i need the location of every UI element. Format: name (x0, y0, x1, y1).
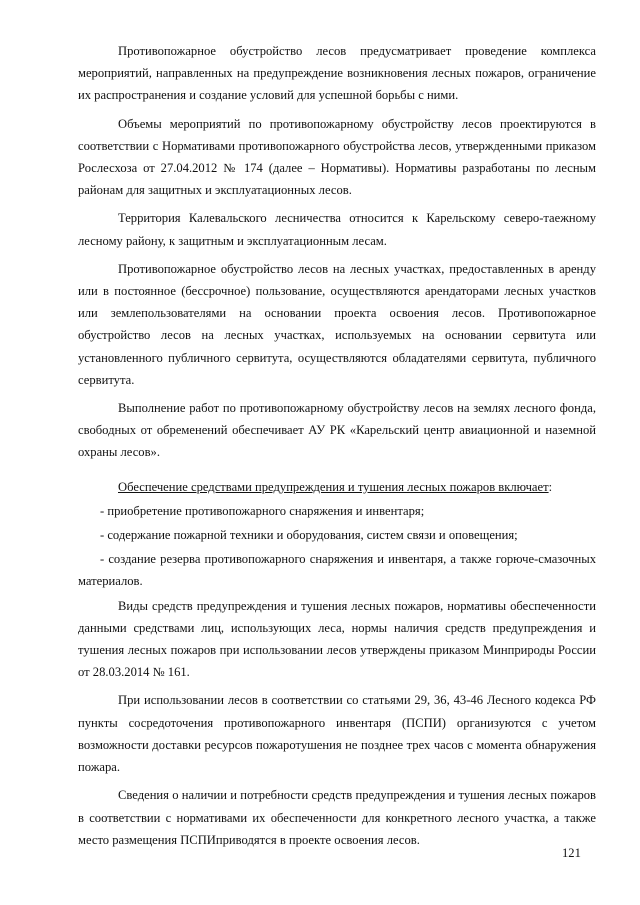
list-item: - содержание пожарной техники и оборудования, систем связи и оповещения; (100, 528, 518, 543)
paragraph-territory: Территория Калевальского лесничества относится к Карельскому северо-таежному лесному району, к защитным и эксплуатационным лесам. (78, 211, 596, 248)
list-item: - приобретение противопожарного снаряжения и инвентаря; (100, 503, 425, 518)
document-body (78, 40, 596, 857)
page-number: 121 (562, 846, 581, 860)
section-heading-underlined: Обеспечение средствами предупреждения и тушения лесных пожаров включает (118, 479, 549, 494)
paragraph-fire-prevention-intro: Противопожарное обустройство лесов предусматривает проведение комплекса мероприятий, направленных на предупреждение возникновения лесных пожаров, ограничение их распространения и создание условий для успешной борьбы с ними. (78, 44, 596, 103)
list-item: - создание резерва противопожарного снаряжения и инвентаря, а также горюче-смазочных материалов. (78, 552, 596, 589)
paragraph-info: Сведения о наличии и потребности средств предупреждения и тушения лесных пожаров в соответствии с нормативами их обеспеченности для конкретного лесного участка, а также место размещения ПСПИприводятся в проекте освоения лесов. (78, 788, 596, 847)
paragraph-norms: Объемы мероприятий по противопожарному обустройству лесов проектируются в соответствии с Нормативами противопожарного обустройства лесов, утвержденными приказом Рослесхоза от 27.04.2012 № 174 (далее – Нормативы). Нормативы разработаны по лесным районам для защитных и эксплуатационных лесов. (78, 116, 596, 198)
section-heading-colon: : (548, 479, 553, 494)
paragraph-lessees: Противопожарное обустройство лесов на лесных участках, предоставленных в аренду или в постоянное (бессрочное) пользование, осуществляются арендаторами лесных участков или землепользователями на основании проекта освоения лесов. Противопожарное обустройство лесов на лесных участках, используемых на основании сервитута или установленного публичного сервитута, осуществляются обладателями сервитута, публичного сервитута. (78, 261, 596, 387)
paragraph-pspi: При использовании лесов в соответствии со статьями 29, 36, 43-46 Лесного кодекса РФ пункты сосредоточения противопожарного инвентаря (ПСПИ) организуются с учетом возможности доставки ресурсов пожаротушения не позднее трех часов с момента обнаружения пожара. (78, 693, 596, 775)
section-heading (78, 476, 596, 498)
paragraph-means-types: Виды средств предупреждения и тушения лесных пожаров, нормативы обеспеченности данными средствами лиц, использующих леса, нормы наличия средств предупреждения и тушения лесных пожаров при использовании лесов утверждены приказом Минприроды России от 28.03.2014 № 161. (78, 598, 596, 680)
paragraph-au-rk: Выполнение работ по противопожарному обустройству лесов на землях лесного фонда, свободных от обременений обеспечивает АУ РК «Карельский центр авиационной и наземной охраны лесов». (78, 401, 596, 460)
